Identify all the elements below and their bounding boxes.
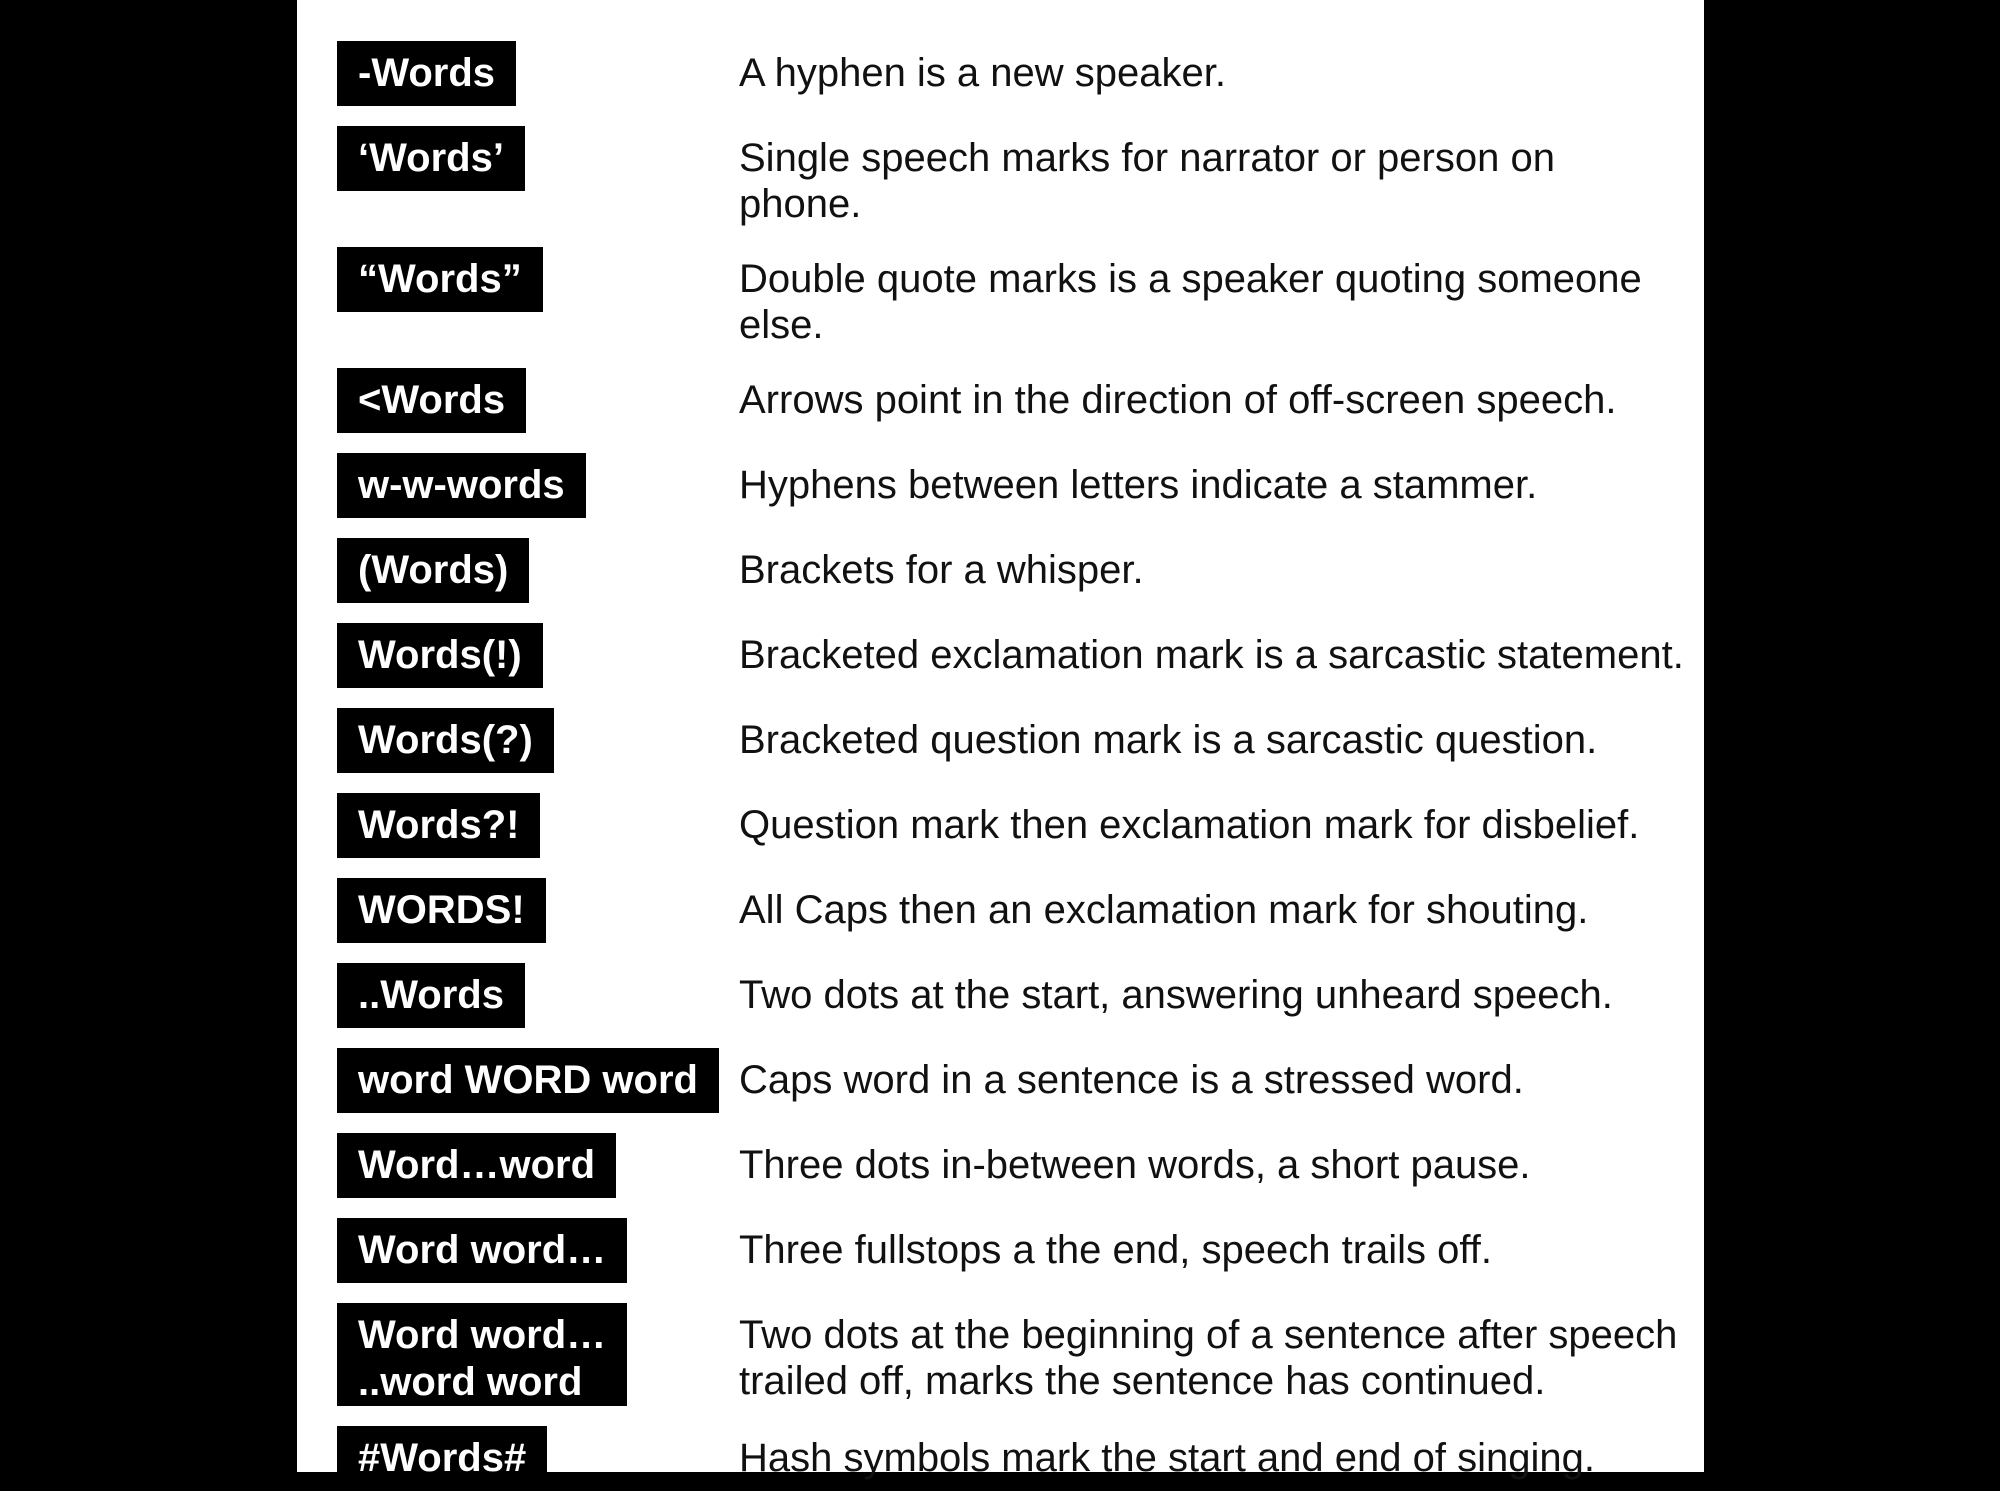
style-description-line: Question mark then exclamation mark for disbelief.: [739, 803, 1640, 847]
style-description: [739, 1133, 1531, 1188]
subtitle-style-box: [337, 41, 516, 106]
style-description-line: Arrows point in the direction of off-screen speech.: [739, 378, 1617, 422]
label-column: [337, 368, 739, 433]
subtitle-style-box: [337, 538, 529, 603]
legend-row: [337, 1303, 1704, 1406]
legend-row: [337, 538, 1704, 603]
style-description: [739, 1303, 1677, 1404]
subtitle-style-label: Word word…: [358, 1228, 607, 1272]
label-column: [337, 878, 739, 943]
legend-row: [337, 623, 1704, 688]
label-column: [337, 1426, 739, 1491]
subtitle-style-label: ‘Words’: [358, 136, 504, 180]
subtitle-style-box: [337, 963, 525, 1028]
subtitle-style-box: [337, 708, 554, 773]
label-column: [337, 793, 739, 858]
legend-row: [337, 453, 1704, 518]
subtitle-style-label: “Words”: [358, 257, 522, 301]
subtitle-style-box: [337, 247, 543, 312]
style-description: [739, 963, 1613, 1018]
style-description-line: trailed off, marks the sentence has continued.: [739, 1359, 1546, 1403]
legend-row: [337, 1133, 1704, 1198]
label-column: [337, 708, 739, 773]
style-description: [739, 1048, 1524, 1103]
style-description-line: All Caps then an exclamation mark for shouting.: [739, 888, 1589, 932]
legend-row: [337, 1048, 1704, 1113]
subtitle-style-box: [337, 878, 546, 943]
label-column: [337, 1303, 739, 1406]
style-description: [739, 1218, 1492, 1273]
subtitle-style-box: [337, 1048, 719, 1113]
subtitle-style-box: [337, 368, 526, 433]
label-column: [337, 247, 739, 312]
label-column: [337, 1133, 739, 1198]
subtitle-style-label: Words(!): [358, 633, 522, 677]
style-description: [739, 368, 1617, 423]
legend-row: [337, 1426, 1704, 1491]
subtitle-style-label: ..word word: [358, 1360, 583, 1404]
style-description-line: Double quote marks is a speaker quoting someone else.: [739, 257, 1642, 347]
style-description-line: Single speech marks for narrator or person on phone.: [739, 136, 1555, 226]
subtitle-style-label: (Words): [358, 548, 509, 592]
label-column: [337, 538, 739, 603]
label-column: [337, 1218, 739, 1283]
style-description-line: Two dots at the start, answering unheard speech.: [739, 973, 1613, 1017]
style-description-line: Hyphens between letters indicate a stammer.: [739, 463, 1538, 507]
style-description-line: Bracketed question mark is a sarcastic question.: [739, 718, 1598, 762]
subtitle-style-label: -Words: [358, 51, 496, 95]
style-description: [739, 1426, 1595, 1481]
style-description-line: A hyphen is a new speaker.: [739, 51, 1226, 95]
style-description: [739, 453, 1537, 508]
label-column: [337, 623, 739, 688]
style-description: [739, 41, 1226, 96]
style-description-line: Brackets for a whisper.: [739, 548, 1144, 592]
subtitle-style-box: [337, 793, 540, 858]
subtitle-style-label: Words?!: [358, 803, 520, 847]
subtitle-style-box: [337, 623, 543, 688]
legend-row: [337, 368, 1704, 433]
subtitle-style-label: #Words#: [358, 1436, 527, 1480]
legend-row: [337, 126, 1704, 227]
legend-row: [337, 878, 1704, 943]
style-description-line: Hash symbols mark the start and end of singing.: [739, 1436, 1595, 1480]
subtitle-style-box: [337, 1133, 616, 1198]
subtitle-style-box: [337, 453, 586, 518]
subtitle-style-box: [337, 126, 525, 191]
subtitle-style-label: Word…word: [358, 1143, 596, 1187]
legend-row: [337, 708, 1704, 773]
subtitle-style-label: Words(?): [358, 718, 533, 762]
style-description: [739, 623, 1684, 678]
label-column: [337, 453, 739, 518]
style-description-line: Three dots in-between words, a short pause.: [739, 1143, 1531, 1187]
label-column: [337, 41, 739, 106]
subtitle-conventions-sheet: [297, 0, 1704, 1480]
subtitle-style-label: word WORD word: [358, 1058, 698, 1102]
subtitle-style-label: ..Words: [358, 973, 504, 1017]
style-description-line: Two dots at the beginning of a sentence after speech: [739, 1313, 1678, 1357]
style-description-line: Three fullstops a the end, speech trails off.: [739, 1228, 1493, 1272]
subtitle-style-label: w-w-words: [358, 463, 565, 507]
subtitle-style-box: [337, 1426, 547, 1491]
subtitle-style-box: [337, 1303, 627, 1406]
legend-row: [337, 793, 1704, 858]
style-description: [739, 793, 1639, 848]
subtitle-style-label: Word word…: [358, 1313, 607, 1357]
label-column: [337, 126, 739, 191]
label-column: [337, 963, 739, 1028]
subtitle-style-label: WORDS!: [358, 888, 525, 932]
legend-row: [337, 1218, 1704, 1283]
legend-row: [337, 963, 1704, 1028]
style-description: [739, 708, 1597, 763]
subtitle-style-box: [337, 1218, 627, 1283]
label-column: [337, 1048, 739, 1113]
style-description: [739, 247, 1684, 348]
legend-row: [337, 41, 1704, 106]
style-description: [739, 878, 1588, 933]
legend-row: [337, 247, 1704, 348]
style-description: [739, 538, 1144, 593]
style-description: [739, 126, 1684, 227]
style-description-line: Caps word in a sentence is a stressed word.: [739, 1058, 1524, 1102]
subtitle-style-label: <Words: [358, 378, 506, 422]
style-description-line: Bracketed exclamation mark is a sarcastic statement.: [739, 633, 1684, 677]
